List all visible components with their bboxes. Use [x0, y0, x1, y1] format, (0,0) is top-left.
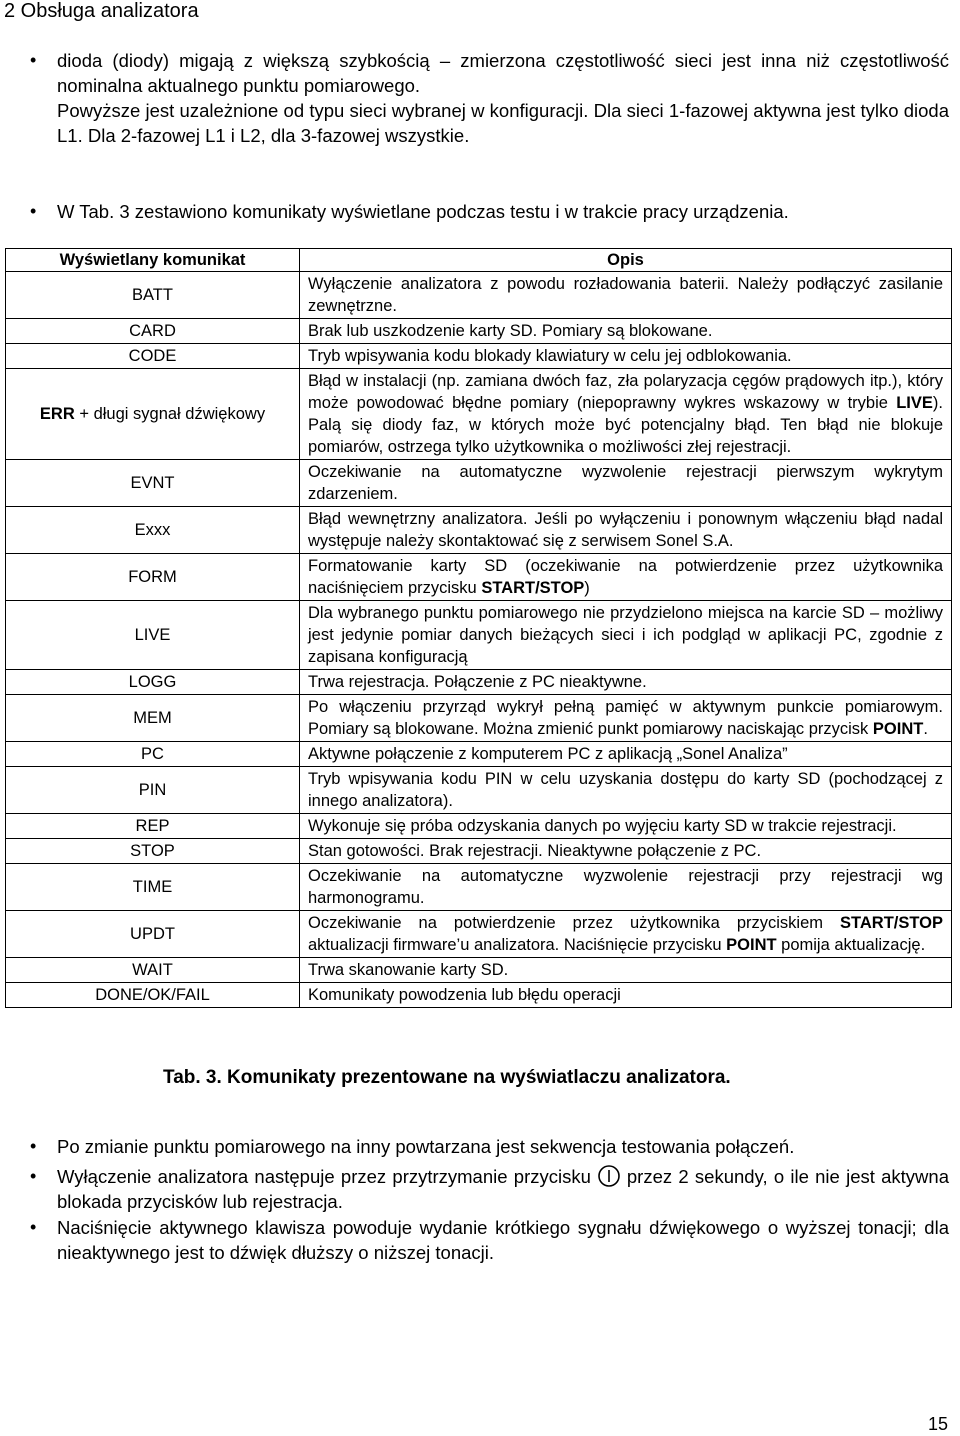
desc-cell: Stan gotowości. Brak rejestracji. Nieaktywne połączenie z PC.	[300, 839, 952, 864]
bullet-dot: •	[30, 1136, 37, 1156]
table-row	[6, 911, 952, 958]
table-row	[6, 507, 952, 554]
table-caption: Tab. 3. Komunikaty prezentowane na wyświatlaczu analizatora.	[163, 1067, 731, 1088]
desc-cell: Trwa skanowanie karty SD.	[300, 958, 952, 983]
code-cell: STOP	[6, 839, 300, 864]
code-cell: DONE/OK/FAIL	[6, 983, 300, 1008]
desc-cell: Aktywne połączenie z komputerem PC z aplikacją „Sonel Analiza”	[300, 742, 952, 767]
desc-cell	[300, 911, 952, 958]
messages-table	[5, 248, 952, 1008]
page-header: 2 Obsługa analizatora	[4, 0, 199, 22]
code-cell: CODE	[6, 344, 300, 369]
bullet-power-off-a: Wyłączenie analizatora następuje przez przytrzymanie przycisku	[57, 1166, 591, 1187]
desc-part: )	[584, 579, 590, 597]
bullet-dot: •	[30, 1166, 37, 1186]
table-row	[6, 601, 952, 670]
desc-part: .	[923, 720, 928, 738]
code-cell: REP	[6, 814, 300, 839]
desc-bold: LIVE	[896, 394, 933, 412]
table-header-row	[6, 249, 952, 272]
desc-bold: POINT	[872, 720, 924, 738]
table-row	[6, 670, 952, 695]
desc-cell: Brak lub uszkodzenie karty SD. Pomiary są blokowane.	[300, 319, 952, 344]
desc-cell: Komunikaty powodzenia lub błędu operacji	[300, 983, 952, 1008]
desc-part: Błąd w instalacji (np. zamiana dwóch faz, zła polaryzacja cęgów prądowych itp.), który może powodować błędne pomiary (niepoprawny wykres wskazowy w trybie	[308, 372, 943, 412]
desc-bold: START/STOP	[840, 914, 943, 932]
code-cell	[6, 369, 300, 460]
code-cell: LIVE	[6, 601, 300, 670]
code-cell: TIME	[6, 864, 300, 911]
table-row	[6, 983, 952, 1008]
desc-cell: Dla wybranego punktu pomiarowego nie przydzielono miejsca na karcie SD – możliwy jest jedynie pomiar danych bieżących sieci i ich podgląd w aplikacji PC, zgodnie z zapisana konfiguracją	[300, 601, 952, 670]
header-message: Wyświetlany komunikat	[6, 249, 300, 272]
bullet-sequence	[30, 1134, 949, 1159]
code-cell: FORM	[6, 554, 300, 601]
bullet-table-ref	[30, 199, 949, 224]
table-row	[6, 272, 952, 319]
code-cell: UPDT	[6, 911, 300, 958]
code-cell: CARD	[6, 319, 300, 344]
bullet-dot: •	[30, 201, 37, 221]
desc-cell: Wykonuje się próba odzyskania danych po wyjęciu karty SD w trakcie rejestracji.	[300, 814, 952, 839]
table-row	[6, 695, 952, 742]
bullet-key-sound	[30, 1215, 949, 1265]
desc-part: aktualizacji firmware’u analizatora. Naciśnięcie przycisku	[308, 936, 727, 954]
desc-part: ). Palą się diody faz, w których może być potencjalny błąd. Ten błąd nie blokuje pomiarów, ostrzega tylko użytkownika o możliwości złej rejestracji.	[308, 394, 943, 456]
desc-bold: POINT	[726, 936, 777, 954]
table-row	[6, 958, 952, 983]
table-row	[6, 554, 952, 601]
code-cell: Exxx	[6, 507, 300, 554]
desc-cell: Wyłączenie analizatora z powodu rozładowania baterii. Należy podłączyć zasilanie zewnętrzne.	[300, 272, 952, 319]
table-row	[6, 814, 952, 839]
desc-part: Formatowanie karty SD (oczekiwanie na potwierdzenie przez użytkownika naciśnięciem przycisku	[308, 557, 943, 597]
code-cell: PIN	[6, 767, 300, 814]
code-cell: WAIT	[6, 958, 300, 983]
code-err-suffix: + długi sygnał dźwiękowy	[74, 405, 266, 423]
code-cell: PC	[6, 742, 300, 767]
bullet-frequency-line2: Powyższe jest uzależnione od typu sieci wybranej w konfiguracji. Dla sieci 1-fazowej aktywna jest tylko dioda L1. Dla 2-fazowej L1 i L2, dla 3-fazowej wszystkie.	[57, 100, 949, 146]
desc-cell: Oczekiwanie na automatyczne wyzwolenie rejestracji pierwszym wykrytym zdarzeniem.	[300, 460, 952, 507]
bullet-power-off	[30, 1164, 949, 1214]
page-number: 15	[927, 1414, 948, 1434]
desc-cell: Trwa rejestracja. Połączenie z PC nieaktywne.	[300, 670, 952, 695]
desc-cell	[300, 695, 952, 742]
bullet-key-sound-text: Naciśnięcie aktywnego klawisza powoduje wydanie krótkiego sygnału dźwiękowego o wyższej tonacji; dla nieaktywnego jest to dźwięk dłuższy o niższej tonacji.	[57, 1217, 949, 1263]
table-row	[6, 319, 952, 344]
code-cell: BATT	[6, 272, 300, 319]
table-row	[6, 767, 952, 814]
power-button-icon	[597, 1164, 621, 1188]
header-description: Opis	[300, 249, 952, 272]
bullet-dot: •	[30, 50, 37, 70]
bullet-dot: •	[30, 1217, 37, 1237]
desc-part: pomija aktualizację.	[776, 936, 926, 954]
bullet-frequency-line1: dioda (diody) migają z większą szybkością – zmierzona częstotliwość sieci jest inna niż częstotliwość nominalna aktualnego punktu pomiarowego.	[57, 50, 949, 96]
code-cell: LOGG	[6, 670, 300, 695]
bullet-table-ref-text: W Tab. 3 zestawiono komunikaty wyświetlane podczas testu i w trakcie pracy urządzenia.	[57, 201, 789, 222]
desc-cell	[300, 369, 952, 460]
desc-part: Po włączeniu przyrząd wykrył pełną pamięć w aktywnym punkcie pomiarowym. Pomiary są blokowane. Można zmienić punkt pomiarowy naciskając przycisk	[308, 698, 943, 738]
desc-cell: Oczekiwanie na automatyczne wyzwolenie rejestracji przy rejestracji wg harmonogramu.	[300, 864, 952, 911]
desc-cell: Tryb wpisywania kodu PIN w celu uzyskania dostępu do karty SD (pochodzącej z innego analizatora).	[300, 767, 952, 814]
code-cell: EVNT	[6, 460, 300, 507]
table-row	[6, 369, 952, 460]
code-err: ERR	[39, 405, 75, 423]
table-row	[6, 344, 952, 369]
desc-cell: Błąd wewnętrzny analizatora. Jeśli po wyłączeniu i ponownym włączeniu błąd nadal występuje należy skontaktować się z serwisem Sonel S.A.	[300, 507, 952, 554]
bullet-frequency	[30, 48, 949, 148]
bullet-sequence-text: Po zmianie punktu pomiarowego na inny powtarzana jest sekwencja testowania połączeń.	[57, 1136, 795, 1157]
table-row	[6, 864, 952, 911]
table-row	[6, 742, 952, 767]
desc-cell	[300, 554, 952, 601]
code-cell: MEM	[6, 695, 300, 742]
bullet-power-off-b: przez 2 sekundy, o ile nie jest aktywna blokada przycisków lub rejestracja.	[57, 1166, 949, 1212]
desc-cell: Tryb wpisywania kodu blokady klawiatury w celu jej odblokowania.	[300, 344, 952, 369]
table-row	[6, 839, 952, 864]
table-row	[6, 460, 952, 507]
desc-bold: START/STOP	[481, 579, 585, 597]
desc-part: Oczekiwanie na potwierdzenie przez użytkownika przyciskiem	[308, 914, 841, 932]
